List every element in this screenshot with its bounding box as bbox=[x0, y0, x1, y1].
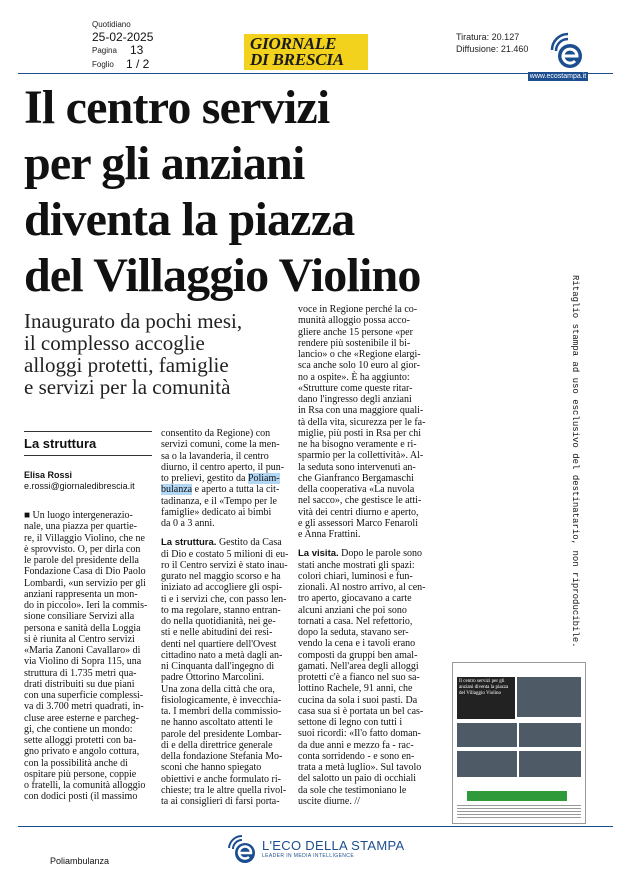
body-text-line: con la possibilità anche di bbox=[24, 757, 128, 769]
body-text-line: Una zona della città che ora, bbox=[161, 683, 275, 695]
print-run: Tiratura: 20.127 bbox=[456, 32, 520, 42]
body-text-line: con dodici posti (il massimo bbox=[24, 791, 138, 803]
article-column-2 bbox=[161, 428, 291, 807]
body-text-line: ■ Un luogo intergenerazio- bbox=[24, 510, 133, 521]
publication-type: Quotidiano bbox=[92, 20, 131, 29]
body-text-line: cluse aree esterne e parcheg- bbox=[24, 712, 139, 724]
body-text-line: composti da gruppi ben amal- bbox=[298, 649, 418, 661]
body-text-line: sa o la lavanderia, il centro bbox=[161, 450, 269, 462]
body-text-line: dano l'ingresso degli anziani bbox=[298, 394, 412, 405]
body-text-line: chieste; tra le altre quella rivol- bbox=[161, 784, 287, 796]
body-text-line: colori chiari, luminosi e fun- bbox=[298, 570, 413, 582]
body-text-line: lancio» o che «Regione elargi- bbox=[298, 349, 421, 360]
ecostampa-logo-icon bbox=[226, 834, 258, 864]
body-text-line: di Dio e costato 5 milioni di eu- bbox=[161, 548, 289, 560]
body-text-line: ne hanno ascoltato attenti le bbox=[161, 717, 273, 729]
eco-url-badge: www.ecostampa.it bbox=[529, 73, 587, 80]
thumbnail-title: Il centro servizi per gli anziani diventa la piazza del Villaggio Violino bbox=[457, 677, 515, 719]
article-column-3 bbox=[298, 304, 433, 807]
body-text-line: uscite diurne. // bbox=[298, 795, 360, 807]
body-text-line: zionali. Al nostro arrivo, al cen- bbox=[298, 582, 426, 593]
body-text-line: protetti c'è a fianco nel suo sa- bbox=[298, 672, 420, 683]
headline-line: diventa la piazza bbox=[24, 193, 355, 246]
paragraph-subheading: La struttura. bbox=[161, 537, 217, 549]
body-text-line: del salotto un paio di occhiali bbox=[298, 773, 417, 785]
author-name: Elisa Rossi bbox=[24, 470, 73, 480]
body-text-line: gamati. Nell'area degli alloggi bbox=[298, 660, 419, 672]
body-text-line: ta. I membri della commissio- bbox=[161, 706, 282, 717]
highlighted-keyword: bulanza bbox=[161, 484, 193, 496]
body-text-line: «Strutture come queste ritar- bbox=[298, 382, 413, 394]
page-number: 13 bbox=[130, 43, 144, 57]
body-text-line: voce in Regione perché la co- bbox=[298, 304, 418, 315]
body-text: e aperto a tutta la cit- bbox=[192, 484, 280, 496]
body-text-line: alcuni anziani che poi sono bbox=[298, 604, 407, 616]
body-text: Gestito da Casa bbox=[216, 537, 282, 549]
body-text-line: no a ospite». È ha aggiunto: bbox=[298, 371, 410, 383]
body-text-line: dopo la seduta, stavano ser- bbox=[298, 627, 409, 638]
body-text-line: sparmio per la collettività». Al- bbox=[298, 450, 424, 462]
body-text-line: da sole che testimoniano le bbox=[298, 784, 407, 796]
eco-brand-name: L'ECO DELLA STAMPA bbox=[262, 838, 405, 853]
ecostampa-logo-icon bbox=[546, 30, 586, 70]
body-text-line: con una superficie complessi- bbox=[24, 690, 144, 701]
body-text-line: tadinanza, e il «Tempo per le bbox=[161, 495, 277, 507]
subhead-line: alloggi protetti, famiglie bbox=[24, 353, 229, 377]
body-text-line: suoi ricordi: «Il'o fatto doman- bbox=[298, 728, 421, 740]
body-text-line: consentito da Regione) con bbox=[161, 428, 271, 439]
body-text-line: sione consiliare Servizi alla bbox=[24, 611, 135, 623]
article-subhead bbox=[24, 310, 274, 398]
body-text-line: della fondazione Stefania Mo- bbox=[161, 751, 283, 762]
header-divider bbox=[18, 73, 613, 74]
sheet-number: 1 / 2 bbox=[126, 57, 150, 71]
clip-keyword: Poliambulanza bbox=[50, 856, 110, 866]
body-text-line: miglie, più posti in Rsa per chi bbox=[298, 427, 422, 439]
body-text-line: iniziato ad accogliere gli ospi- bbox=[161, 582, 283, 594]
body-text-line: Lombardi, «un servizio per gli bbox=[24, 577, 146, 589]
body-text-line: fisiologicamente, è invecchia- bbox=[161, 694, 282, 706]
page-thumbnail[interactable] bbox=[452, 662, 586, 824]
body-text-line: famiglie» dedicato ai bimbi bbox=[161, 506, 272, 518]
body-text-line: che Gianfranco Bergamaschi bbox=[298, 472, 414, 484]
body-text-line: anziani rappresenta un mon- bbox=[24, 588, 138, 600]
body-text-line: parole del presidente Lombar- bbox=[161, 728, 282, 740]
body-text-line: trata a metà luglio». Sul tavolo bbox=[298, 762, 422, 773]
highlighted-keyword: Poliam- bbox=[247, 473, 280, 484]
body-text-line: drati distribuiti su due piani bbox=[24, 678, 135, 690]
article-headline bbox=[24, 80, 504, 304]
body-text-line: della cooperativa «La nuvola bbox=[298, 484, 415, 495]
body-text-line: sette alloggi protetti con ba- bbox=[24, 735, 137, 746]
circulation: Diffusione: 21.460 bbox=[456, 44, 529, 54]
body-text-line: ro il Centro servizi è stato inau- bbox=[161, 559, 288, 571]
body-text-line: denti nel quartiere dell'Ovest bbox=[161, 638, 277, 650]
masthead-line2: DI BRESCIA bbox=[250, 50, 344, 69]
paragraph-subheading: La visita. bbox=[298, 548, 339, 560]
body-text-line: via Violino di Sopra 115, una bbox=[24, 656, 142, 668]
body-text-line: sca anche solo 10 euro al gior- bbox=[298, 360, 420, 372]
body-text-line: settone di legno con tutti i bbox=[298, 717, 403, 728]
body-text-line: la seduta sono intervenuti an- bbox=[298, 461, 416, 473]
page-label: Pagina bbox=[92, 46, 117, 55]
section-label: La struttura bbox=[24, 436, 97, 451]
body-text-line: to ma regolare, stanno entran- bbox=[161, 604, 281, 616]
eco-tagline: LEADER IN MEDIA INTELLIGENCE bbox=[262, 853, 355, 859]
body-text-line: gurato nel maggio scorso e ha bbox=[161, 571, 281, 582]
body-text-line: da 0 a 3 anni. bbox=[161, 518, 215, 529]
body-text-line: obiettivi e anche formulato ri- bbox=[161, 773, 281, 785]
headline-line: per gli anziani bbox=[24, 137, 305, 190]
body-text-line: gliere anche 15 persone «per bbox=[298, 326, 413, 338]
body-text-line: Fondazione Casa di Dio Paolo bbox=[24, 566, 146, 578]
footer-divider bbox=[18, 826, 613, 827]
body-text-line: tornati a casa. Nel refettorio, bbox=[298, 615, 413, 627]
copyright-notice: Ritaglio stampa ad uso esclusivo del destinatario, non riproducibile. bbox=[570, 275, 580, 648]
thumbnail-banner bbox=[467, 791, 567, 801]
body-text-line: vendo la cena e i tavoli erano bbox=[298, 638, 416, 650]
body-text-line: da due anni e mezzo fa - rac- bbox=[298, 739, 414, 751]
body-text-line: servizi comuni, come la men- bbox=[161, 439, 280, 451]
body-text-line: persona e sanità della Loggia bbox=[24, 622, 141, 634]
body-text-line: stati anche mostrati gli spazi: bbox=[298, 559, 415, 571]
body-text-line: è sprovvisto. O, per dirla con bbox=[24, 543, 141, 555]
body-text-line: cittadino nato a metà dagli an- bbox=[161, 649, 283, 661]
sheet-label: Foglio bbox=[92, 60, 114, 69]
body-text-line: gi, che contiene un mondo: bbox=[24, 723, 133, 735]
body-text-line: nale, una piazza per quartie- bbox=[24, 521, 137, 533]
thumbnail-photo bbox=[519, 723, 581, 747]
body-text-line: nel sacco», che gestisce le atti- bbox=[298, 495, 422, 507]
author-email[interactable]: e.rossi@giornaledibrescia.it bbox=[24, 481, 135, 491]
body-text-line: o fratelli, la comunità alloggio bbox=[24, 780, 146, 791]
body-text: Dopo le parole sono bbox=[338, 548, 422, 560]
body-text-line: e gli assessori Marco Fenaroli bbox=[298, 517, 418, 529]
body-text-line: do in piccolo». Ieri la commis- bbox=[24, 600, 148, 611]
thumbnail-photo bbox=[457, 751, 517, 777]
body-text-line: si è riunita al Centro servizi bbox=[24, 633, 135, 645]
body-text-line: do nella quotidianità, nei ge- bbox=[161, 616, 276, 627]
section-rule-top bbox=[24, 431, 152, 432]
body-text-line: struttura di 1.735 metri qua- bbox=[24, 667, 137, 679]
body-text-line: tà della vita, sicurezza per le fa- bbox=[298, 416, 426, 428]
body-text-line: le parole del presidente della bbox=[24, 555, 139, 566]
body-text-line: re, il Villaggio Violino, che ne bbox=[24, 532, 145, 544]
body-text-line: ti e i servizi che, con passo len- bbox=[161, 593, 287, 605]
body-text-line: vità dei centri diurno e aperto, bbox=[298, 506, 419, 518]
body-text-line: sti e nelle abitudini dei resi- bbox=[161, 627, 273, 639]
thumbnail-photo bbox=[457, 723, 517, 747]
thumbnail-photo bbox=[517, 677, 581, 717]
body-text-line: ni Cinquanta dall'ingegno di bbox=[161, 661, 275, 672]
article-column-1 bbox=[24, 510, 152, 803]
body-text-line: ta ai consiglieri di farsi porta- bbox=[161, 796, 280, 807]
body-text-line: diurno, il centro aperto, il pun- bbox=[161, 461, 285, 473]
body-text-line: tro aperto, giocavano a carte bbox=[298, 593, 412, 605]
body-text-line: va di 3.700 metri quadrati, in- bbox=[24, 701, 144, 713]
body-text-line: lottino Rachele, 91 anni, che bbox=[298, 683, 413, 695]
body-text-line: ospitare più persone, coppie bbox=[24, 768, 137, 780]
body-text: to prelievi, gestito da bbox=[161, 473, 248, 484]
body-text-line: cucina da sola i suoi pasti. Da bbox=[298, 694, 418, 706]
masthead-line1: GIORNALE bbox=[250, 34, 337, 53]
body-text-line: in Rsa con una maggiore quali- bbox=[298, 405, 424, 417]
body-text-line: ne ha bisogno veramente e ri- bbox=[298, 439, 417, 450]
section-rule-bottom bbox=[24, 455, 152, 456]
body-text-line: e Anna Frattini. bbox=[298, 529, 361, 540]
body-text-line: munità alloggio possa acco- bbox=[298, 315, 410, 327]
body-text-line: conta sorridendo - e sono en- bbox=[298, 750, 415, 762]
subhead-line: e servizi per la comunità bbox=[24, 375, 231, 399]
headline-line: del Villaggio Violino bbox=[24, 249, 421, 302]
body-text-line: casa sua si è portata un bel cas- bbox=[298, 705, 424, 717]
body-text-line: «Maria Zanoni Cavallaro» di bbox=[24, 645, 141, 656]
body-text-line: sconi che hanno spiegato bbox=[161, 762, 262, 774]
publication-date: 25-02-2025 bbox=[92, 30, 154, 44]
headline-line: Il centro servizi bbox=[24, 81, 330, 134]
body-text-line: gno privato e angolo cottura, bbox=[24, 746, 140, 758]
newspaper-masthead bbox=[244, 34, 368, 70]
body-text-line: padre Ottorino Marcolini. bbox=[161, 672, 265, 684]
body-text-line: rendere più sostenibile il bi- bbox=[298, 337, 411, 349]
thumbnail-text bbox=[457, 805, 581, 819]
subhead-line: Inaugurato da pochi mesi, bbox=[24, 309, 243, 333]
subhead-line: il complesso accoglie bbox=[24, 331, 205, 355]
body-text-line: di e della direttrice generale bbox=[161, 739, 273, 751]
thumbnail-photo bbox=[519, 751, 581, 777]
